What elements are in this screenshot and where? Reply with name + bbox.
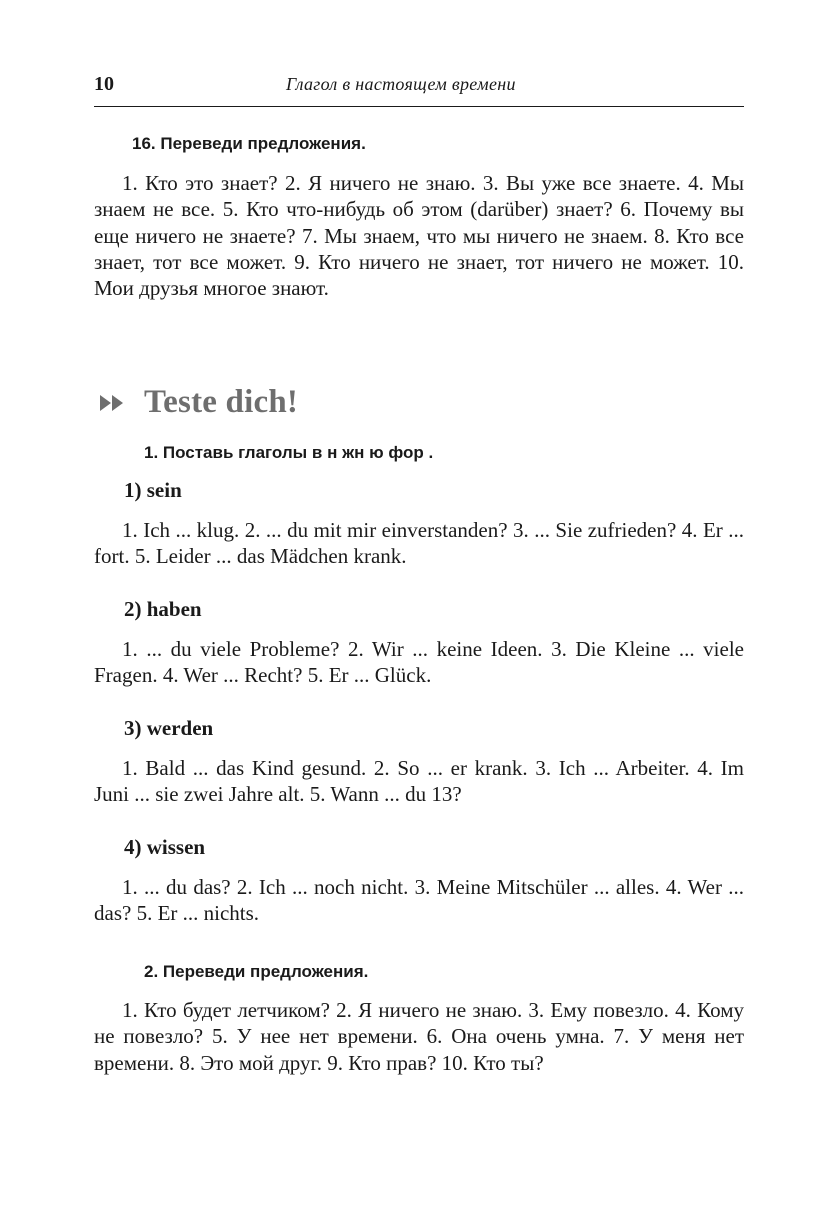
exercise-16-text <box>94 170 744 301</box>
page-header <box>94 70 744 107</box>
section-title-text: Teste dich! <box>144 383 299 420</box>
group-werden-text <box>94 755 744 808</box>
running-title: Глагол в настоящем времени <box>286 74 516 94</box>
group-haben-sentences: 1. ... du viele Probleme? 2. Wir ... keine Ideen. 3. Die Kleine ... viele Fragen. 4. Wer ... Recht? 5. Er ... Glück. <box>94 637 744 688</box>
group-wissen-sentences: 1. ... du das? 2. Ich ... noch nicht. 3. Meine Mitschüler ... alles. 4. Wer ... das? 5. Er ... nichts. <box>94 875 744 926</box>
group-haben-label: 2) haben <box>124 597 202 621</box>
task-2-sentences: 1. Кто будет летчиком? 2. Я ничего не знаю. 3. Ему повезло. 4. Кому не повезло? 5. У нее нет времени. 6. Она очень умна. 7. У меня нет времени. 8. Это мой друг. 9. Кто прав? 10. Кто ты? <box>94 998 744 1075</box>
task-2-heading: 2. Переведи предложения. <box>144 962 369 981</box>
exercise-16-heading: 16. Переведи предложения. <box>132 134 366 153</box>
group-wissen-label: 4) wissen <box>124 835 206 859</box>
section-title <box>100 382 298 422</box>
group-werden-label: 3) werden <box>124 716 214 740</box>
group-sein-label: 1) sein <box>124 478 182 502</box>
group-haben-text <box>94 636 744 689</box>
exercise-16-sentences: 1. Кто это знает? 2. Я ничего не знаю. 3. Вы уже все знаете. 4. Мы знаем не все. 5. Кто что-нибудь об этом (darüber) знает? 6. Почему вы еще ничего не знаете? 7. Мы знаем, что мы ничего не знаем. 8. Кто все знает, тот все может. 9. Кто ничего не знает, тот ничего не может. 10. Мои друзья многое знают. <box>94 171 744 301</box>
task-2-text <box>94 997 744 1076</box>
task-1-heading: 1. Поставь глаголы в н жн ю фор . <box>144 443 434 462</box>
group-werden-sentences: 1. Bald ... das Kind gesund. 2. So ... er krank. 3. Ich ... Arbeiter. 4. Im Juni ... sie zwei Jahre alt. 5. Wann ... du 13? <box>94 756 744 807</box>
group-sein-text <box>94 517 744 570</box>
page-number: 10 <box>94 73 114 95</box>
group-sein-sentences: 1. Ich ... klug. 2. ... du mit mir einverstanden? 3. ... Sie zufrieden? 4. Er ... fort. 5. Leider ... das Mädchen krank. <box>94 518 744 569</box>
group-wissen-text <box>94 874 744 927</box>
double-arrow-icon <box>100 394 126 412</box>
